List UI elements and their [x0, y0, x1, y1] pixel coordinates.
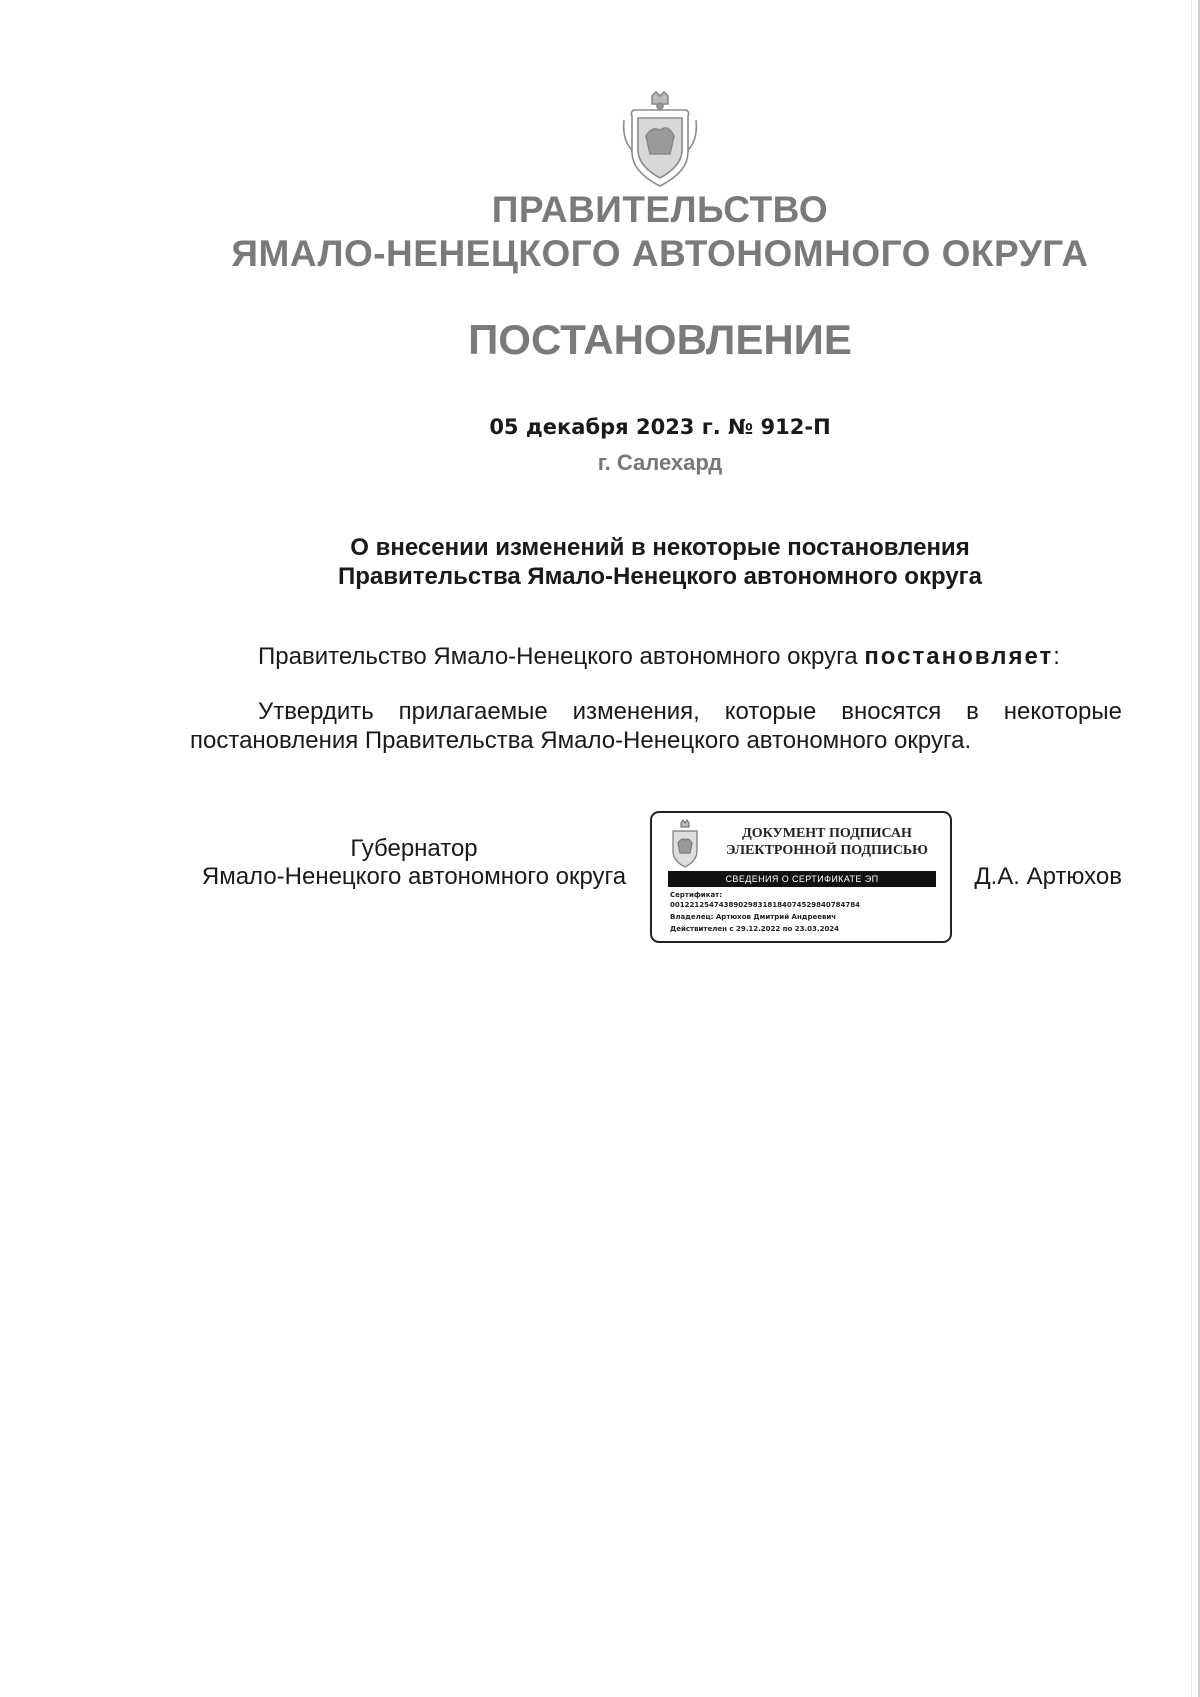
resolution-keyword: постановляет	[864, 643, 1054, 670]
subject-line: О внесении изменений в некоторые постановления	[350, 534, 970, 561]
paragraph-text: Правительство Ямало-Ненецкого автономного округа	[258, 643, 865, 670]
certificate-label: Сертификат:	[670, 891, 723, 899]
resolution-paragraph	[190, 642, 1122, 671]
stamp-coat-of-arms-icon	[668, 819, 702, 871]
signatory-name: Д.А. Артюхов	[974, 863, 1122, 890]
paragraph-punctuation: :	[1053, 643, 1060, 670]
certificate-info-bar: СВЕДЕНИЯ О СЕРТИФИКАТЕ ЭП	[668, 871, 936, 887]
signatory-title: Губернатор	[350, 835, 478, 862]
certificate-owner: Владелец: Артюхов Дмитрий Андреевич	[670, 913, 837, 921]
subject-line: Правительства Ямало-Ненецкого автономного округа	[337, 563, 983, 590]
signatory-region: Ямало-Ненецкого автономного округа	[201, 863, 627, 890]
document-type: ПОСТАНОВЛЕНИЕ	[468, 316, 852, 363]
certificate-validity: Действителен с 29.12.2022 по 23.03.2024	[670, 925, 840, 933]
date-and-number: 05 декабря 2023 г. № 912-П	[489, 415, 831, 439]
certificate-number: 00122125474389029831818407452984078478​4	[670, 901, 860, 909]
city: г. Салехард	[597, 450, 723, 475]
stamp-title	[712, 825, 942, 859]
issuer-region: ЯМАЛО-НЕНЕЦКОГО АВТОНОМНОГО ОКРУГА	[231, 233, 1089, 274]
coat-of-arms-icon	[620, 90, 700, 190]
stamp-title-line: ДОКУМЕНТ ПОДПИСАН	[742, 826, 912, 841]
approval-paragraph: Утвердить прилагаемые изменения, которые вносятся в некоторые постановления Правительства Ямало-Ненецкого автономного округа.	[190, 698, 1122, 754]
issuer-line: ПРАВИТЕЛЬСТВО	[491, 189, 829, 230]
document-subject	[0, 533, 1200, 591]
stamp-title-line: ЭЛЕКТРОННОЙ ПОДПИСЬЮ	[726, 843, 928, 858]
electronic-signature-stamp	[650, 811, 952, 943]
